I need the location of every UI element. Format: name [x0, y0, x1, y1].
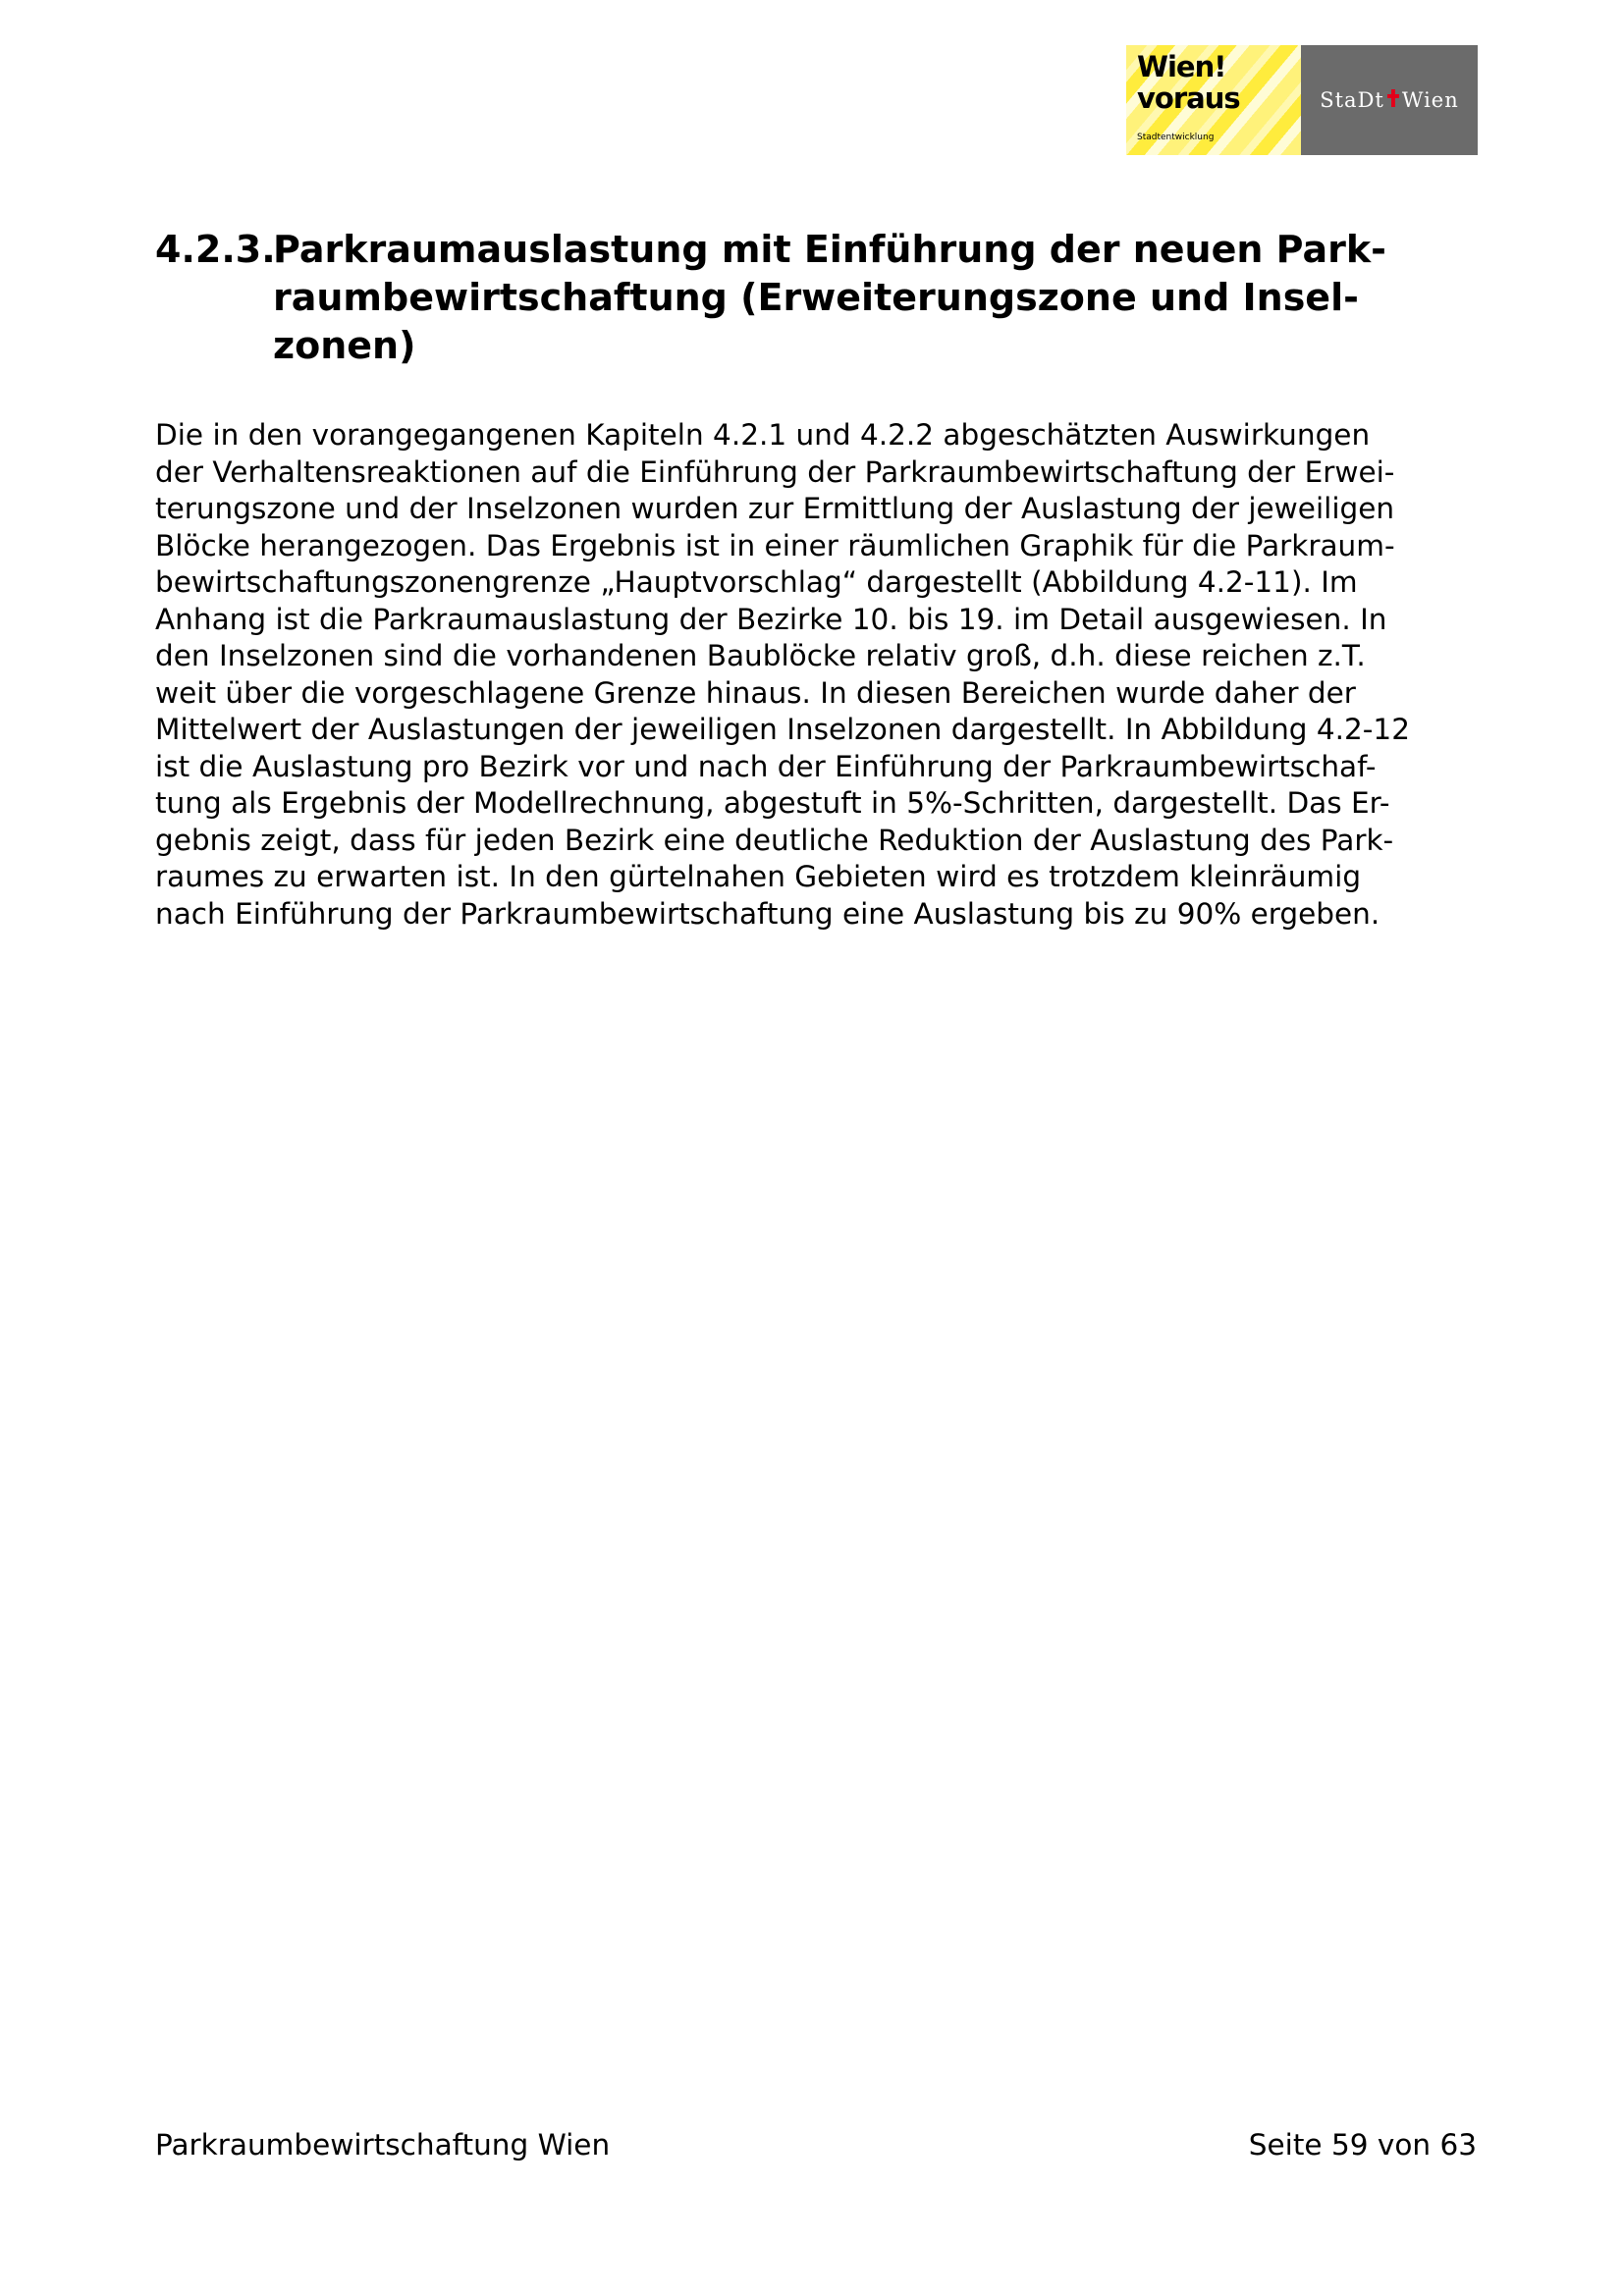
red-cross-icon	[1386, 88, 1400, 113]
section-number: 4.2.3.	[155, 228, 276, 271]
body-paragraph	[155, 417, 1490, 933]
paragraph-line: terungszone und der Inselzonen wurden zur Ermittlung der Auslastung der jeweiligen	[155, 492, 1395, 525]
paragraph-line: den Inselzonen sind die vorhandenen Baublöcke relativ groß, d.h. diese reichen z.T.	[155, 639, 1366, 672]
paragraph-line: Die in den vorangegangenen Kapiteln 4.2.1 und 4.2.2 abgeschätzten Auswirkungen	[155, 418, 1371, 452]
wien-voraus-logo-line2: voraus	[1137, 81, 1240, 115]
wien-voraus-logo-line3: Stadtentwicklung	[1137, 133, 1215, 142]
paragraph-line: ist die Auslastung pro Bezirk vor und nach der Einführung der Parkraumbewirtschaf-	[155, 749, 1377, 783]
paragraph-line: gebnis zeigt, dass für jeden Bezirk eine deutliche Reduktion der Auslastung des Park-	[155, 823, 1394, 857]
footer-document-title: Parkraumbewirtschaftung Wien	[155, 2128, 611, 2162]
stadt-wien-wordmark-left: StaDt	[1320, 88, 1384, 112]
wien-voraus-logo	[1126, 45, 1301, 155]
header-logos	[1126, 45, 1478, 155]
section-title: Parkraumauslastung mit Einführung der neuen Park- raumbewirtschaftung (Erweiterungszone und Insel- zonen)	[273, 228, 1386, 367]
paragraph-line: bewirtschaftungszonengrenze „Hauptvorschlag“ dargestellt (Abbildung 4.2-11). Im	[155, 565, 1358, 599]
page-footer	[155, 2127, 1477, 2163]
paragraph-line: Anhang ist die Parkraumauslastung der Bezirke 10. bis 19. im Detail ausgewiesen. In	[155, 602, 1387, 636]
paragraph-line: weit über die vorgeschlagene Grenze hinaus. In diesen Bereichen wurde daher der	[155, 675, 1356, 710]
paragraph-line: nach Einführung der Parkraumbewirtschaftung eine Auslastung bis zu 90% ergeben.	[155, 896, 1380, 931]
stadt-wien-wordmark	[1320, 88, 1459, 113]
footer-page-number: Seite 59 von 63	[1248, 2128, 1477, 2162]
paragraph-line: Blöcke herangezogen. Das Ergebnis ist in einer räumlichen Graphik für die Parkraum-	[155, 528, 1395, 562]
paragraph-line: tung als Ergebnis der Modellrechnung, abgestuft in 5%-Schritten, dargestellt. Das Er-	[155, 786, 1390, 820]
stadt-wien-wordmark-right: Wien	[1401, 88, 1459, 112]
stadt-wien-logo	[1301, 45, 1478, 155]
wien-voraus-logo-line1: Wien!	[1137, 50, 1226, 83]
paragraph-line: Mittelwert der Auslastungen der jeweiligen Inselzonen dargestellt. In Abbildung 4.2-12	[155, 713, 1410, 746]
section-heading	[155, 226, 1490, 370]
paragraph-line: der Verhaltensreaktionen auf die Einführung der Parkraumbewirtschaftung der Erwei-	[155, 454, 1395, 489]
paragraph-line: raumes zu erwarten ist. In den gürtelnahen Gebieten wird es trotzdem kleinräumig	[155, 860, 1362, 893]
